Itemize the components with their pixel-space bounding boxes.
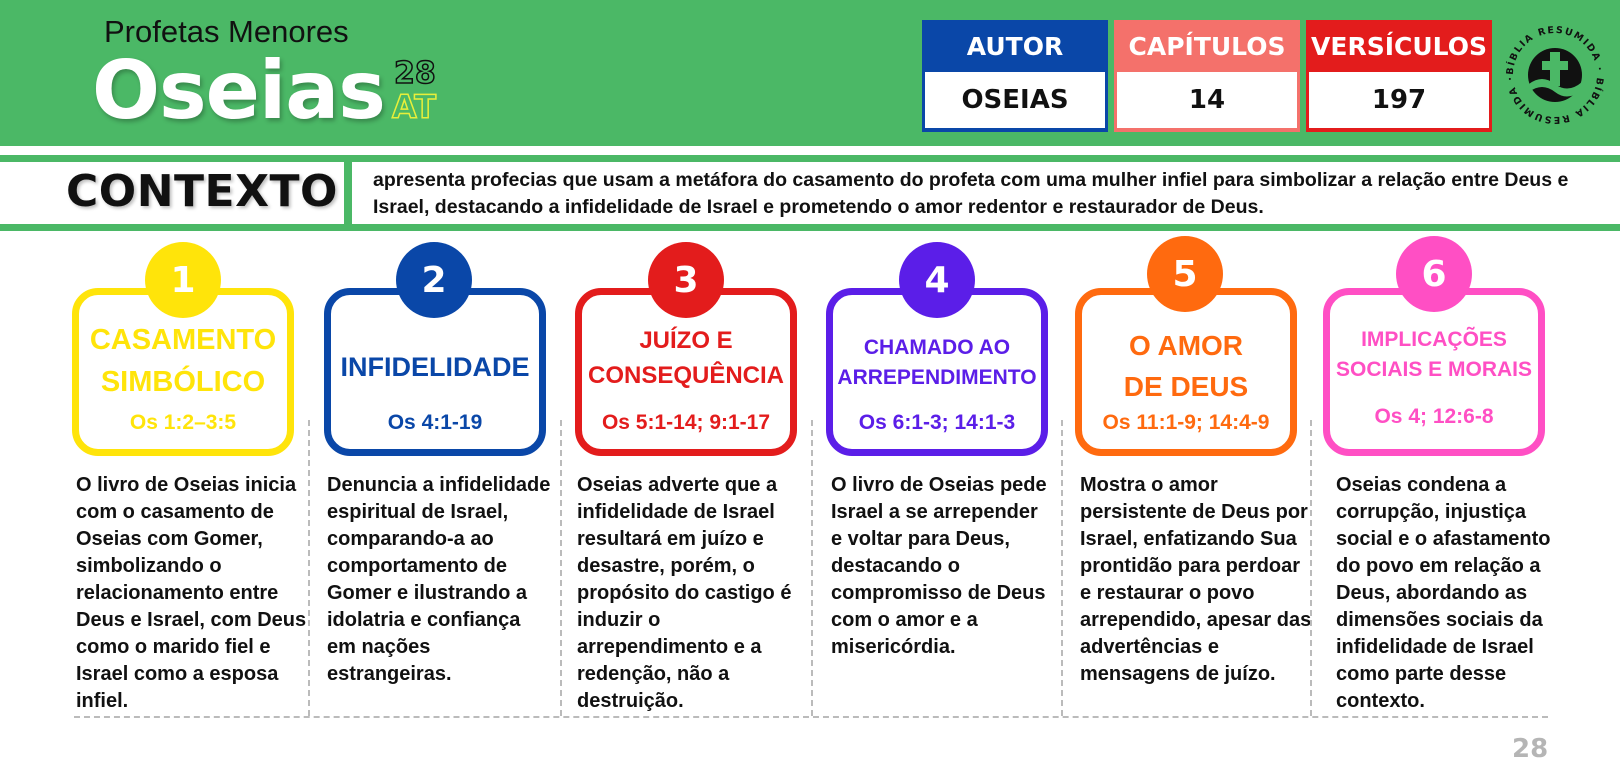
verses-label: VERSÍCULOS — [1311, 31, 1487, 61]
topic-ref-6: Os 4; 12:6-8 — [1374, 405, 1494, 428]
topic-title-1-line-1: CASAMENTO — [89, 324, 277, 356]
column-divider — [811, 420, 813, 716]
topic-title-3-line-2: CONSEQUÊNCIA — [587, 362, 785, 389]
testament-label: AT — [392, 88, 437, 126]
topic-description-5: Mostra o amor persistente de Deus por Israel, enfatizando Sua prontidão para perdoar e restaurar o povo arrependido, apesar das advertências e mensagens de juízo. — [1080, 474, 1312, 685]
topic-number-6: 6 — [1396, 236, 1472, 312]
series-subtitle: Profetas Menores — [104, 14, 349, 49]
topic-title-2-line-1: INFIDELIDADE — [340, 352, 530, 382]
author-value: OSEIAS — [925, 72, 1105, 128]
topic-card-5 — [1075, 288, 1297, 456]
topic-title-4-line-2: ARREPENDIMENTO — [837, 366, 1037, 389]
topic-ref-4: Os 6:1-3; 14:1-3 — [858, 411, 1016, 434]
topic-ref-2: Os 4:1-19 — [387, 411, 483, 434]
topic-ref-5: Os 11:1-9; 14:4-9 — [1102, 411, 1270, 434]
topic-number-2: 2 — [396, 242, 472, 318]
topic-title-6 — [1330, 325, 1538, 385]
topic-description-2: Denuncia a infidelidade espiritual de Israel, comparando-a ao comportamento de Gomer e ilustrando a idolatria e confiança em nações estrangeiras. — [327, 474, 551, 685]
topic-title-3-line-1: JUÍZO E — [639, 327, 733, 354]
topic-title-6-line-1: IMPLICAÇÕES — [1361, 328, 1507, 351]
topic-ref-3: Os 5:1-14; 9:1-17 — [601, 411, 771, 434]
topic-title-1-line-2: SIMBÓLICO — [100, 366, 266, 398]
chapters-label: CAPÍTULOS — [1128, 31, 1286, 61]
topic-number-4: 4 — [899, 242, 975, 318]
topic-title-3 — [582, 323, 790, 393]
topic-description-3: Oseias adverte que a infidelidade de Israel resultará em juízo e desastre, porém, o propósito do castigo é induzir o arrependimento e a redenção, não a destruição. — [577, 474, 792, 712]
topic-title-5-line-2: DE DEUS — [1123, 371, 1249, 402]
topic-description-6: Oseias condena a corrupção, injustiça social e o afastamento do povo em relação a Deus, abordando as dimensões sociais da infidelidade de Israel como parte desse contexto. — [1336, 474, 1551, 712]
topic-number-3: 3 — [648, 242, 724, 318]
topic-description-1: O livro de Oseias inicia com o casamento de Oseias com Gomer, simbolizando o relacionamento entre Deus e Israel, com Deus como o marido fiel e Israel como a esposa infiel. — [76, 474, 307, 712]
topic-description-4: O livro de Oseias pede Israel a se arrepender e voltar para Deus, destacando o compromisso de Deus com o amor e a misericórdia. — [831, 474, 1047, 658]
author-box — [922, 20, 1108, 132]
chapters-value: 14 — [1117, 72, 1297, 128]
topic-number-1: 1 — [145, 242, 221, 318]
topic-title-1 — [79, 319, 287, 403]
context-text: apresenta profecias que usam a metáfora do casamento do profeta com uma mulher infiel para simbolizar a relação entre Deus e Israel, destacando a infidelidade de Israel e prometendo o amor redentor e restaurador de Deus. — [373, 169, 1569, 218]
column-divider — [308, 420, 310, 716]
biblia-resumida-logo — [1502, 22, 1608, 128]
page-number: 28 — [1512, 734, 1549, 764]
topic-card-6 — [1323, 288, 1545, 456]
context-heading: CONTEXTO — [66, 166, 338, 217]
column-divider — [1061, 420, 1063, 716]
topic-title-2 — [331, 347, 539, 387]
context-top-rule — [0, 155, 1620, 162]
context-divider — [344, 155, 352, 231]
topic-title-5 — [1082, 325, 1290, 407]
author-label: AUTOR — [966, 31, 1064, 61]
book-title: Oseias — [92, 44, 385, 137]
book-number: 28 — [394, 56, 436, 91]
chapters-box — [1114, 20, 1300, 132]
column-divider — [1310, 420, 1312, 716]
bottom-divider — [74, 716, 1548, 718]
topic-title-4 — [833, 333, 1041, 393]
topic-title-5-line-1: O AMOR — [1128, 330, 1244, 361]
column-divider — [560, 420, 562, 716]
verses-box — [1306, 20, 1492, 132]
logo-ring-text: BÍBLIA RESUMIDA · BÍBLIA RESUMIDA · — [1504, 24, 1606, 126]
topic-number-5: 5 — [1147, 236, 1223, 312]
topic-ref-1: Os 1:2–3:5 — [129, 411, 237, 434]
topic-title-4-line-1: CHAMADO AO — [863, 336, 1011, 359]
verses-value: 197 — [1309, 72, 1489, 128]
context-bottom-rule — [0, 224, 1620, 231]
topic-title-6-line-2: SOCIAIS E MORAIS — [1335, 358, 1533, 381]
